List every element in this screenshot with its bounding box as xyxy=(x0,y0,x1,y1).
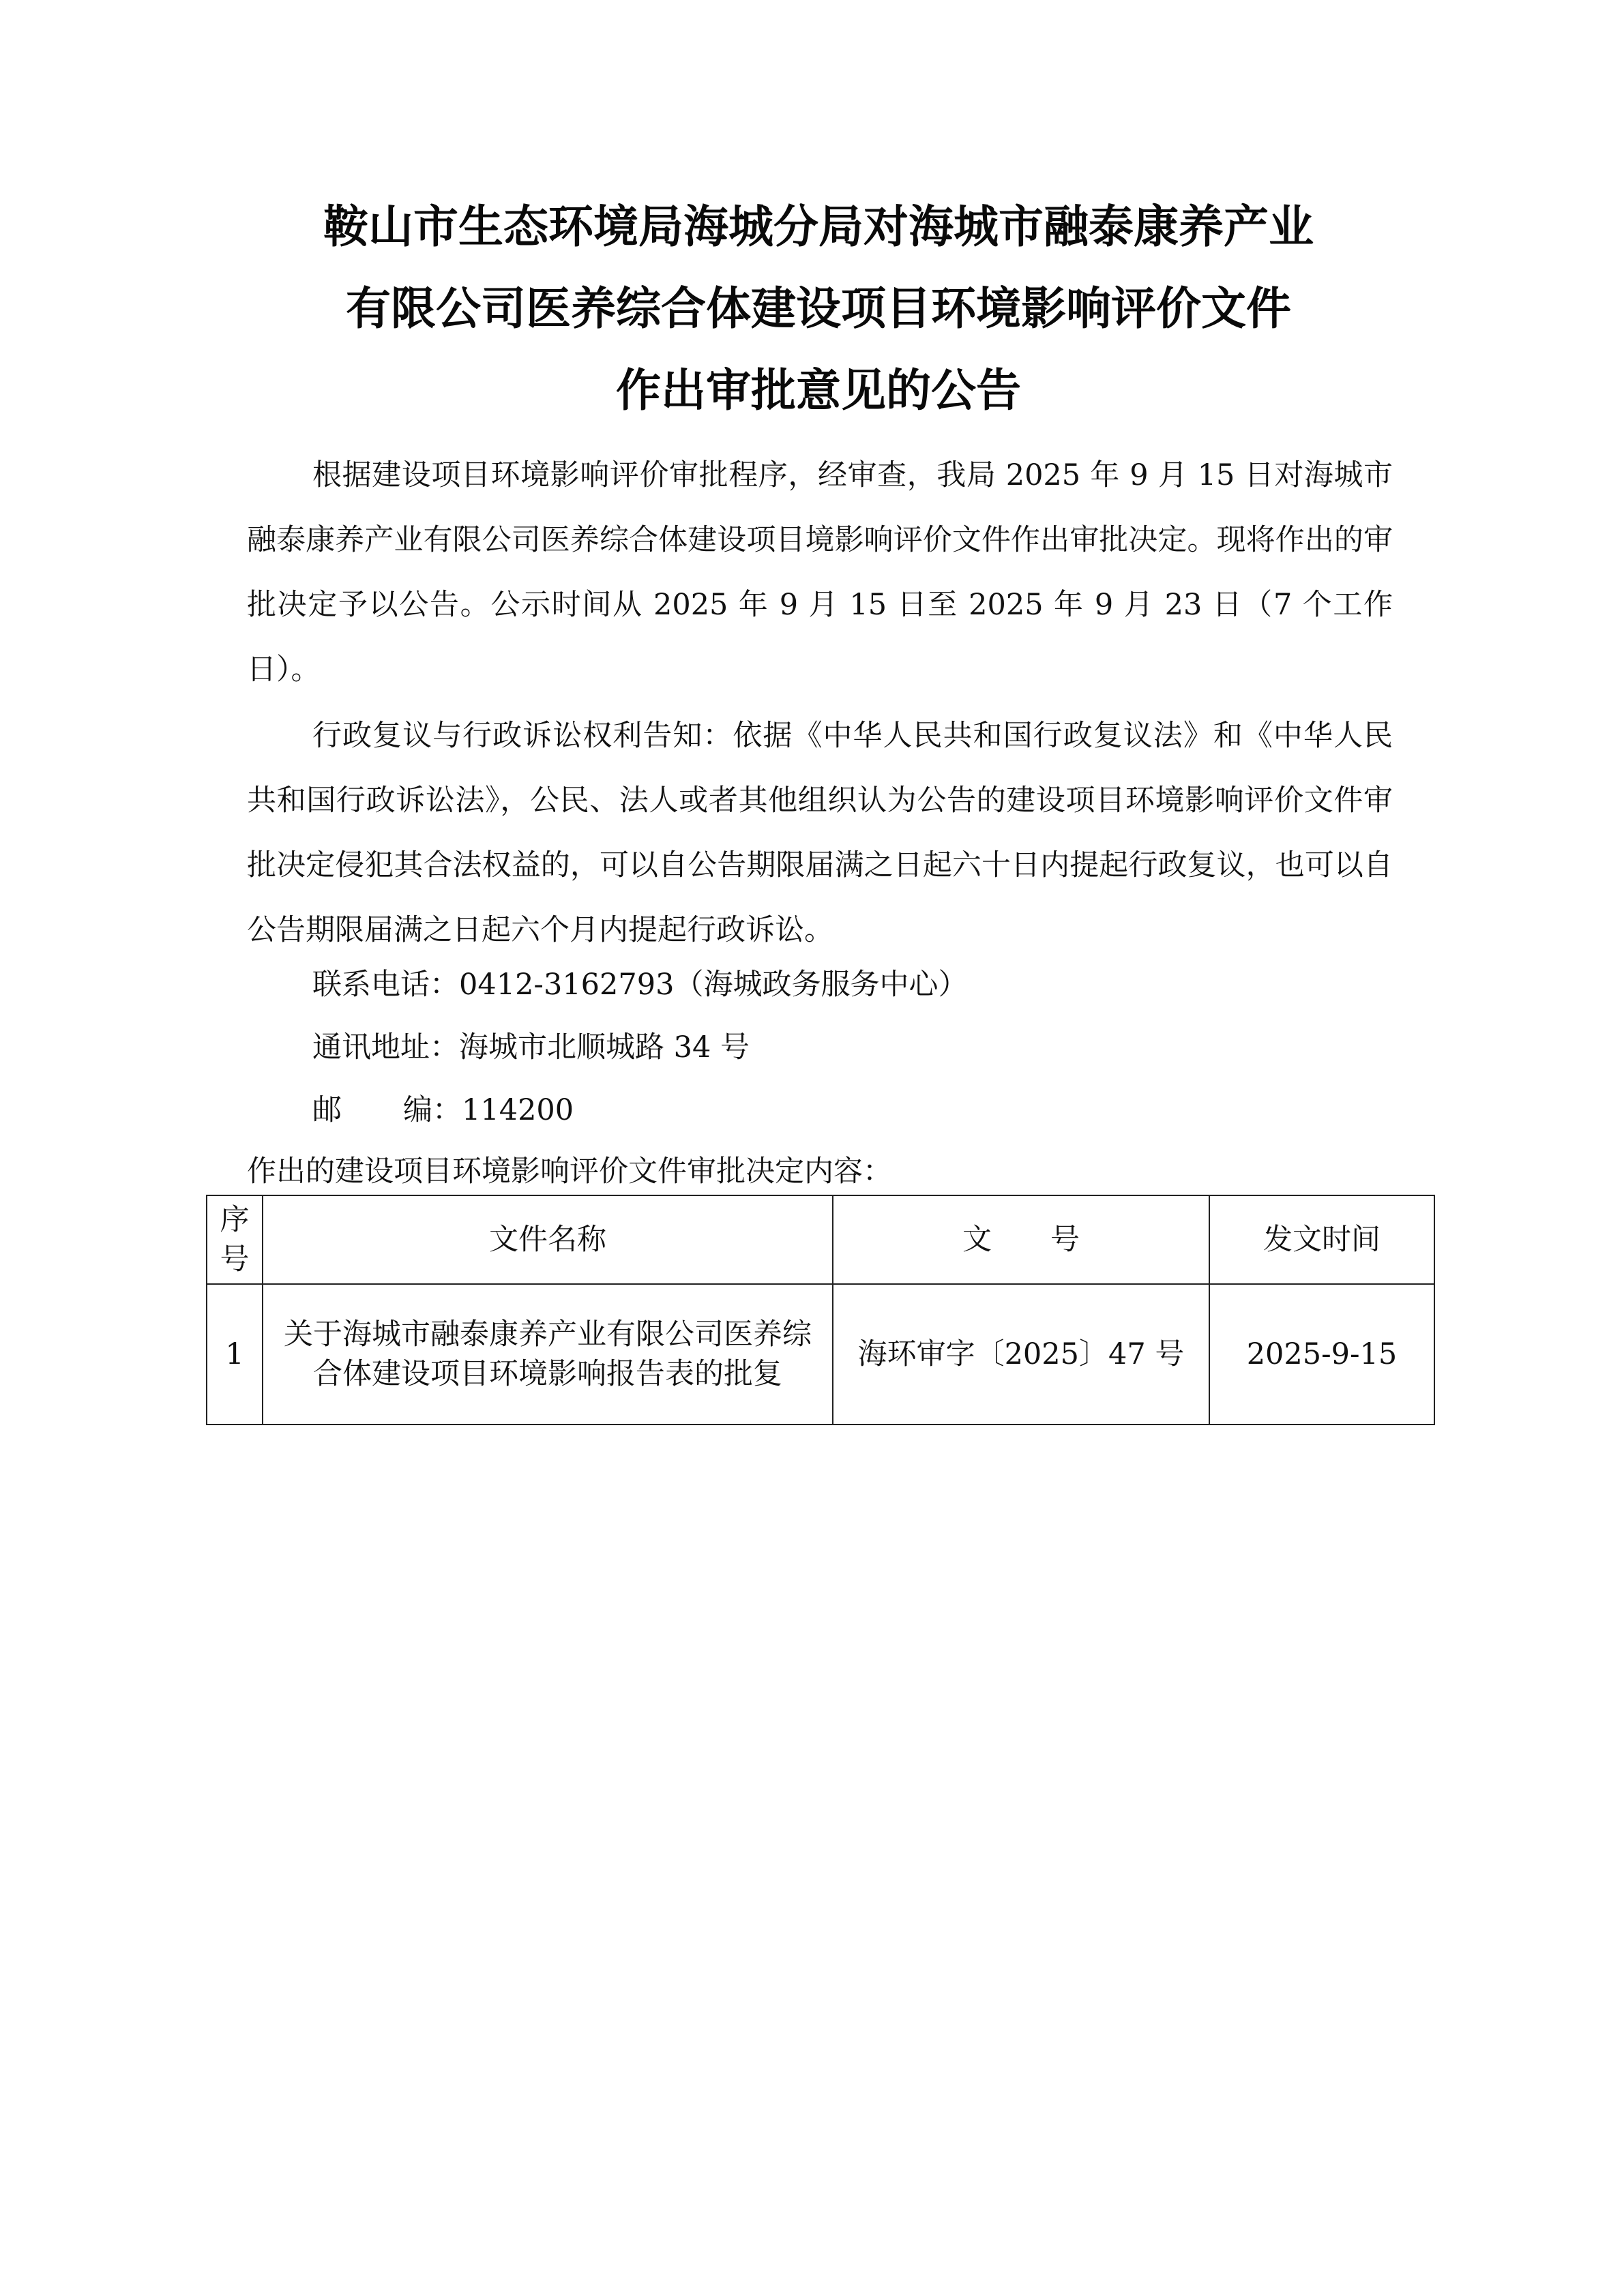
address-value: 海城市北顺城路 34 号 xyxy=(459,1030,750,1064)
row-no: 1 xyxy=(207,1284,263,1425)
page-title-line-1: 鞍山市生态环境局海城分局对海城市融泰康养产业 xyxy=(323,200,1314,253)
address-label: 通讯地址： xyxy=(312,1030,459,1064)
phone-value: 0412-3162793（海城政务服务中心） xyxy=(459,968,968,1002)
postcode-label-first: 邮 xyxy=(312,1093,342,1127)
table-header-row xyxy=(207,1195,1434,1284)
header-no-second: 号 xyxy=(220,1242,250,1277)
header-name: 文件名称 xyxy=(263,1195,833,1284)
row-doc: 海环审字〔2025〕47 号 xyxy=(833,1284,1209,1425)
postcode-value: 114200 xyxy=(462,1093,574,1127)
header-no xyxy=(207,1195,263,1284)
row-name: 关于海城市融泰康养产业有限公司医养综合体建设项目环境影响报告表的批复 xyxy=(263,1284,833,1425)
header-doc-first: 文 xyxy=(962,1223,992,1257)
page-title-line-3: 作出审批意见的公告 xyxy=(616,364,1021,417)
table-intro: 作出的建设项目环境影响评价文件审批决定内容： xyxy=(247,1154,892,1189)
header-date: 发文时间 xyxy=(1209,1195,1434,1284)
page-title-line-2: 有限公司医养综合体建设项目环境影响评价文件 xyxy=(346,282,1291,335)
postcode-label xyxy=(312,1093,462,1127)
rights-paragraph: 行政复议与行政诉讼权利告知：依据《中华人民共和国行政复议法》和《中华人民共和国行政诉讼法》，公民、法人或者其他组织认为公告的建设项目环境影响评价文件审批决定侵犯其合法权益的，可以自公告期限届满之日起六十日内提起行政复议，也可以自公告期限届满之日起六个月内提起行政诉讼。 xyxy=(247,719,1393,947)
contact-address xyxy=(312,1027,750,1068)
contact-phone xyxy=(312,964,967,1005)
decisions-table xyxy=(206,1195,1435,1425)
table-row xyxy=(207,1284,1434,1425)
header-doc xyxy=(833,1195,1209,1284)
header-no-first: 序 xyxy=(220,1203,250,1237)
approval-paragraph: 根据建设项目环境影响评价审批程序，经审查，我局 2025 年 9 月 15 日对海城市融泰康养产业有限公司医养综合体建设项目境影响评价文件作出审批决定。现将作出的审批决定予以公告。公示时间从 2025 年 9 月 15 日至 2025 年 9 月 23 日（7 个工作日）。 xyxy=(247,458,1393,687)
row-date: 2025-9-15 xyxy=(1209,1284,1434,1425)
phone-label: 联系电话： xyxy=(312,968,459,1002)
header-doc-second: 号 xyxy=(1050,1223,1080,1257)
postcode-label-second: 编： xyxy=(403,1093,462,1127)
contact-postcode xyxy=(312,1090,574,1131)
